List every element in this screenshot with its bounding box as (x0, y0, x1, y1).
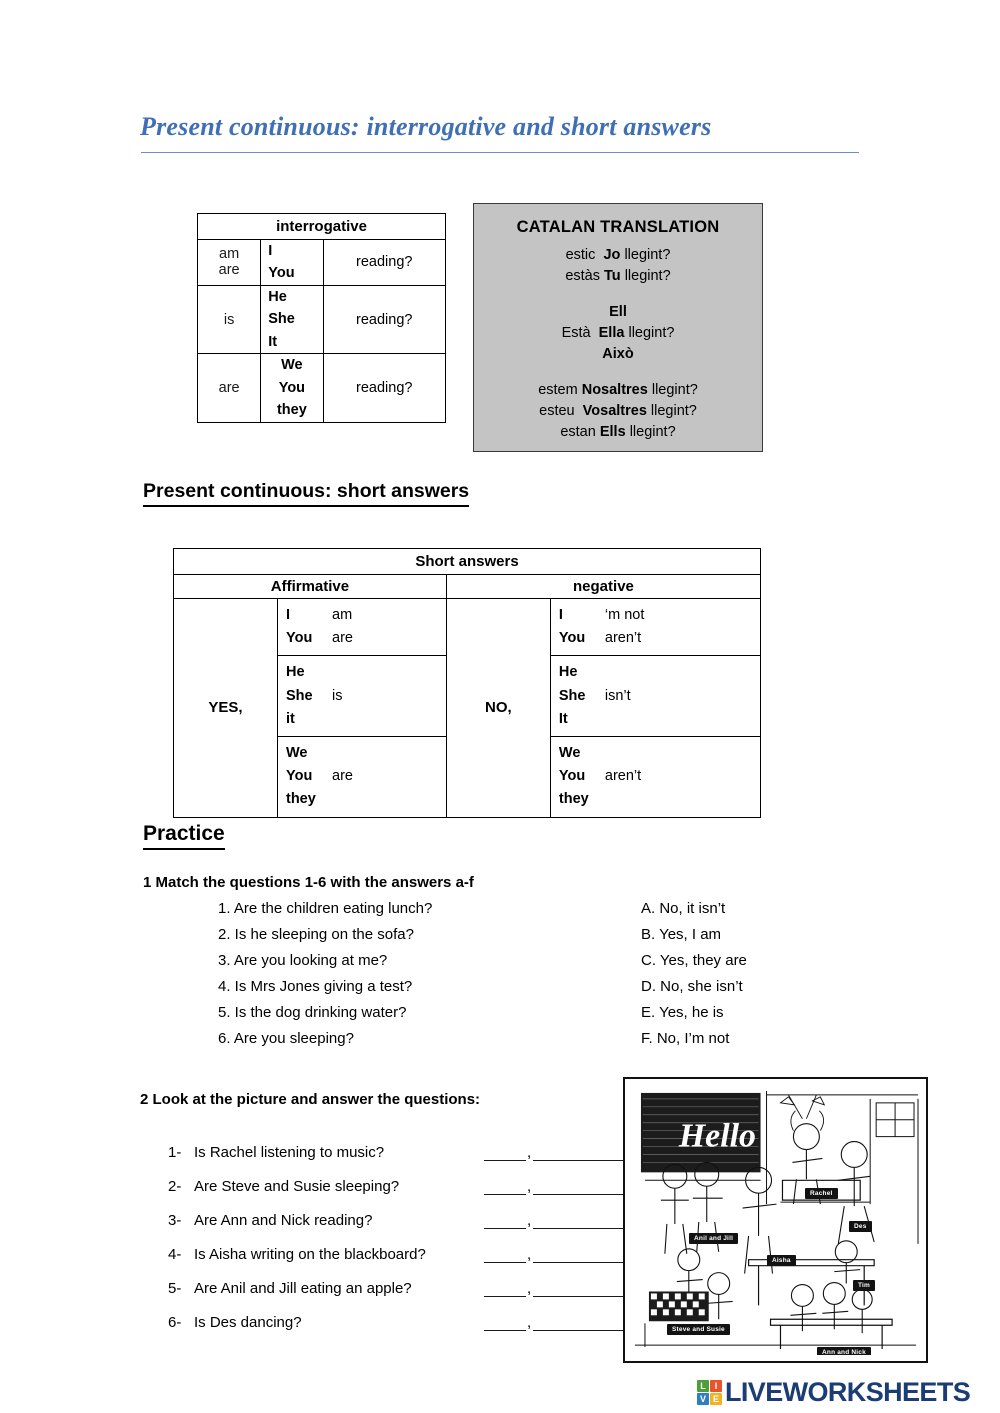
catalan-pronoun: Ella (598, 324, 625, 341)
blank-separator: , (527, 1212, 532, 1229)
answer-line (559, 765, 760, 788)
short-answers-title: Short answers (174, 549, 761, 575)
aux: aren’t (604, 768, 642, 785)
pronoun: they (286, 791, 316, 808)
answer-line (286, 708, 446, 731)
blank-separator: , (527, 1144, 532, 1161)
pronoun: they (558, 791, 589, 808)
negative-cell (550, 599, 760, 656)
pronoun: We (558, 744, 581, 761)
aux: are (332, 768, 353, 785)
affirmative-cell (278, 599, 447, 656)
aux: aren’t (604, 630, 642, 647)
section-heading-practice: Practice (143, 822, 225, 850)
liveworksheets-wordmark: LIVEWORKSHEETS (725, 1376, 971, 1407)
list-item (168, 1263, 629, 1297)
pronoun-cell (261, 240, 323, 286)
section-heading-short-answers: Present continuous: short answers (143, 480, 469, 507)
table-row (198, 240, 446, 286)
catalan-line (474, 344, 762, 365)
aux: isn’t (604, 687, 631, 704)
list-item (168, 1229, 629, 1263)
answer-line (559, 627, 760, 650)
list-item: E. Yes, he is (641, 1004, 724, 1021)
pronoun-text: they (276, 402, 307, 419)
catalan-pronoun: Jo (603, 246, 621, 263)
aux-text: is (223, 311, 235, 328)
answer-blanks (484, 1280, 629, 1297)
catalan-aux: estàs (565, 267, 600, 284)
aux-text: are (218, 380, 240, 397)
yes-label: YES, (174, 599, 278, 818)
answer-blank-long[interactable] (533, 1252, 629, 1263)
logo-cell-v: V (697, 1393, 709, 1405)
catalan-verb: llegint? (624, 246, 671, 263)
name-tag-tim: Tim (853, 1280, 875, 1291)
catalan-line (474, 245, 762, 266)
exercise1-instruction: 1 Match the questions 1-6 with the answers a-f (143, 874, 474, 891)
pronoun-text: She (268, 311, 295, 328)
name-tag-steve-and-susie: Steve and Susie (667, 1324, 730, 1335)
pronoun: She (286, 687, 313, 704)
item-question: Is Rachel listening to music? (194, 1144, 385, 1161)
table-row (198, 285, 446, 353)
list-item (168, 1161, 629, 1195)
answer-line (559, 604, 760, 627)
answer-line (286, 661, 446, 684)
catalan-title: CATALAN TRANSLATION (516, 218, 720, 236)
answer-blank-short[interactable] (484, 1286, 526, 1297)
answer-blank-short[interactable] (484, 1150, 526, 1161)
answer-blanks (484, 1314, 629, 1331)
list-item: B. Yes, I am (641, 926, 722, 943)
exercise2-instruction: 2 Look at the picture and answer the questions: (140, 1091, 481, 1108)
catalan-aux: esteu (539, 403, 575, 420)
logo-cell-i: I (710, 1380, 722, 1392)
catalan-verb: llegint? (651, 382, 698, 398)
blank-separator: , (527, 1246, 532, 1263)
pronoun-text: I (268, 243, 273, 259)
answer-blanks (484, 1212, 629, 1229)
name-tag-des: Des (849, 1221, 872, 1232)
pronoun: It (558, 710, 568, 727)
list-item (168, 1297, 629, 1331)
exercise1-answer-list (641, 901, 747, 1057)
item-number: 1- (168, 1144, 182, 1161)
item-number: 3- (168, 1212, 182, 1229)
illustration-canvas (631, 1085, 920, 1355)
pronoun: She (558, 687, 586, 704)
name-tag-ann-and-nick: Ann and Nick (817, 1347, 871, 1355)
answer-line (286, 627, 446, 650)
catalan-pronoun: Ells (599, 424, 626, 441)
pronoun-text: It (268, 333, 278, 350)
aux-cell (198, 285, 261, 353)
exercise1-question-list (218, 901, 432, 1057)
spacer (474, 365, 762, 380)
exercise2-rows (168, 1127, 629, 1331)
logo-cell-l: L (697, 1380, 709, 1392)
catalan-pronoun-below: Això (602, 345, 634, 362)
pronoun-cell (261, 354, 323, 422)
item-question: Are Steve and Susie sleeping? (194, 1178, 400, 1195)
catalan-verb: llegint? (650, 403, 697, 420)
item-number: 6- (168, 1314, 182, 1331)
verb-cell: reading? (323, 354, 446, 422)
no-label: NO, (446, 599, 550, 818)
classroom-illustration (623, 1077, 928, 1363)
aux-cell (198, 354, 261, 422)
affirmative-cell (278, 736, 447, 817)
catalan-line (474, 380, 762, 401)
column-header-affirmative: Affirmative (174, 575, 447, 599)
list-item: C. Yes, they are (641, 952, 747, 969)
blank-separator: , (527, 1178, 532, 1195)
catalan-pronoun: Tu (604, 267, 621, 284)
answer-blank-long[interactable] (533, 1218, 629, 1229)
catalan-line (474, 266, 762, 287)
answer-blank-short[interactable] (484, 1184, 526, 1195)
item-question: Is Des dancing? (194, 1314, 302, 1331)
aux-text: am (219, 246, 240, 263)
verb-cell: reading? (323, 240, 446, 286)
list-item (168, 1127, 629, 1161)
pronoun: I (558, 607, 563, 623)
catalan-pronoun-above: Ell (609, 303, 627, 320)
pronoun-cell (261, 285, 323, 353)
catalan-pronoun: Nosaltres (581, 382, 648, 398)
pronoun: You (558, 630, 586, 647)
answer-line (559, 788, 760, 811)
answer-blanks (484, 1246, 629, 1263)
answer-line (559, 661, 760, 684)
short-answers-table (173, 548, 761, 818)
answer-blank-short[interactable] (484, 1218, 526, 1229)
catalan-aux: estic (565, 246, 596, 263)
answer-line (286, 742, 446, 765)
column-header-negative: negative (446, 575, 760, 599)
list-item: 3. Are you looking at me? (218, 952, 388, 969)
table-row-title (174, 549, 761, 575)
answer-blank-long[interactable] (533, 1320, 629, 1331)
catalan-line (474, 422, 762, 443)
answer-blank-short[interactable] (484, 1252, 526, 1263)
aux: ‘m not (604, 607, 645, 623)
blank-separator: , (527, 1280, 532, 1297)
item-number: 5- (168, 1280, 182, 1297)
answer-line (286, 685, 446, 708)
catalan-aux: Està (561, 324, 591, 341)
pronoun: He (558, 664, 578, 681)
list-item: 1. Are the children eating lunch? (218, 900, 433, 917)
table-row-subheader (174, 575, 761, 599)
aux: are (332, 630, 353, 647)
catalan-verb: llegint? (629, 424, 676, 441)
page-title: Present continuous: interrogative and short answers (140, 112, 712, 141)
pronoun-text: You (278, 379, 306, 396)
item-question: Are Anil and Jill eating an apple? (194, 1280, 412, 1297)
pronoun-text: You (268, 265, 295, 282)
answer-blank-long[interactable] (533, 1286, 629, 1297)
item-number: 2- (168, 1178, 182, 1195)
name-tag-rachel: Rachel (805, 1188, 838, 1199)
answer-blanks (484, 1144, 629, 1161)
table-row (174, 599, 761, 656)
list-item: F. No, I’m not (641, 1030, 730, 1047)
negative-cell (550, 736, 760, 817)
answer-line (559, 685, 760, 708)
pronoun: You (286, 630, 313, 647)
pronoun: He (286, 664, 305, 681)
catalan-line (474, 401, 762, 422)
answer-line (559, 742, 760, 765)
spacer (474, 287, 762, 302)
catalan-verb: llegint? (628, 324, 675, 341)
title-divider (141, 152, 859, 153)
pronoun: it (286, 710, 295, 727)
catalan-line (474, 302, 762, 323)
answer-line (286, 788, 446, 811)
list-item: 5. Is the dog drinking water? (218, 1004, 407, 1021)
table-row-header (198, 214, 446, 240)
pronoun: You (286, 768, 313, 785)
answer-blank-long[interactable] (533, 1150, 629, 1161)
catalan-aux: estem (538, 382, 578, 398)
catalan-verb: llegint? (624, 267, 671, 284)
catalan-pronoun: Vosaltres (582, 403, 647, 420)
logo-cell-e: E (710, 1393, 722, 1405)
list-item: D. No, she isn’t (641, 978, 743, 995)
interrogative-table-header: interrogative (198, 214, 446, 240)
aux: am (332, 607, 353, 623)
interrogative-table (197, 213, 446, 423)
item-question: Is Aisha writing on the blackboard? (194, 1246, 426, 1263)
pronoun-text: We (281, 357, 303, 374)
name-tag-anil-and-jill: Anil and Jill (689, 1233, 738, 1244)
catalan-line (474, 323, 762, 344)
affirmative-cell (278, 656, 447, 737)
liveworksheets-logo[interactable] (697, 1378, 970, 1406)
liveworksheets-grid-icon (697, 1380, 722, 1405)
pronoun-text: He (268, 288, 287, 305)
list-item: A. No, it isn’t (641, 900, 726, 917)
pronoun: I (286, 607, 291, 623)
list-item: 4. Is Mrs Jones giving a test? (218, 978, 413, 995)
answer-line (286, 765, 446, 788)
name-tag-aisha: Aisha (767, 1255, 796, 1266)
answer-blank-short[interactable] (484, 1320, 526, 1331)
answer-line (286, 604, 446, 627)
list-item: 6. Are you sleeping? (218, 1030, 354, 1047)
aux-text: are (218, 262, 240, 279)
verb-cell: reading? (323, 285, 446, 353)
answer-line (559, 708, 760, 731)
pronoun: We (286, 744, 308, 761)
pronoun: You (558, 768, 586, 785)
svg-text:Hello: Hello (678, 1117, 756, 1155)
table-row (198, 354, 446, 422)
aux-cell (198, 240, 261, 286)
catalan-translation-box (473, 203, 763, 452)
blank-separator: , (527, 1314, 532, 1331)
item-question: Are Ann and Nick reading? (194, 1212, 373, 1229)
classroom-scene-icon (631, 1085, 920, 1355)
negative-cell (550, 656, 760, 737)
answer-blanks (484, 1178, 629, 1195)
list-item: 2. Is he sleeping on the sofa? (218, 926, 414, 943)
aux: is (332, 687, 343, 704)
list-item (168, 1195, 629, 1229)
item-number: 4- (168, 1246, 182, 1263)
catalan-aux: estan (560, 424, 596, 441)
answer-blank-long[interactable] (533, 1184, 629, 1195)
